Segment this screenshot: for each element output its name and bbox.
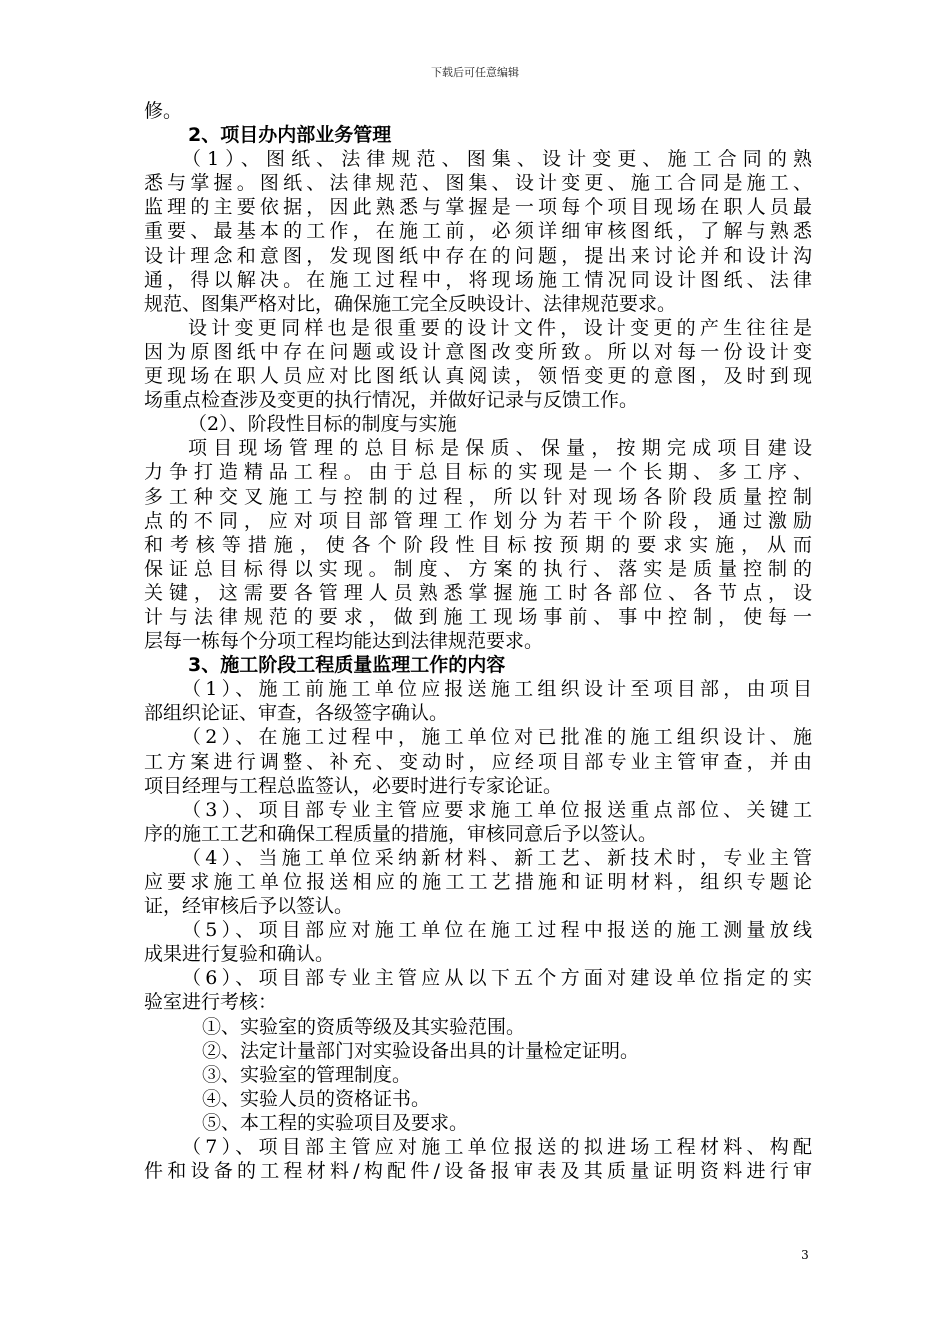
text-line: 规范、图集严格对比，确保施工完全反映设计、法律规范要求。 bbox=[144, 292, 677, 315]
text-line: （1）、图纸、法律规范、图集、设计变更、施工合同的熟 bbox=[182, 148, 812, 171]
text-line: 项目经理与工程总监签认，必要时进行专家论证。 bbox=[144, 774, 563, 797]
text-line: 点的不同，应对项目部管理工作划分为若干个阶段，通过激励 bbox=[144, 509, 812, 532]
text-line: （6）、项目部专业主管应从以下五个方面对建设单位指定的实 bbox=[182, 967, 812, 990]
text-line: 和考核等措施，使各个阶段性目标按预期的要求实施，从而 bbox=[144, 533, 812, 556]
text-line: 设计理念和意图，发现图纸中存在的问题，提出来讨论并和设计沟 bbox=[144, 244, 812, 267]
text-line: 多工种交叉施工与控制的过程，所以针对现场各阶段质量控制 bbox=[144, 485, 812, 508]
text-line: （3）、项目部专业主管应要求施工单位报送重点部位、关键工 bbox=[182, 798, 812, 821]
text-line: （2）、在施工过程中，施工单位对已批准的施工组织设计、施 bbox=[182, 726, 812, 749]
section-heading: 3、施工阶段工程质量监理工作的内容 bbox=[188, 654, 506, 677]
text-line: 悉与掌握。图纸、法律规范、图集、设计变更、施工合同是施工、 bbox=[144, 172, 812, 195]
text-line: 保证总目标得以实现。制度、方案的执行、落实是质量控制的 bbox=[144, 557, 812, 580]
text-line: （4）、当施工单位采纳新材料、新工艺、新技术时，专业主管 bbox=[182, 846, 812, 869]
text-line: 部组织论证、审查，各级签字确认。 bbox=[144, 702, 449, 725]
text-line: （2）、阶段性目标的制度与实施 bbox=[188, 413, 457, 436]
text-line: 项目现场管理的总目标是保质、保量，按期完成项目建设 bbox=[188, 437, 812, 460]
text-line: 证，经审核后予以签认。 bbox=[144, 895, 354, 918]
page-number: 3 bbox=[801, 1248, 809, 1262]
text-line: ④、实验人员的资格证书。 bbox=[202, 1087, 431, 1110]
text-line: 工方案进行调整、补充、变动时，应经项目部专业主管审查，并由 bbox=[144, 750, 812, 773]
text-line: ③、实验室的管理制度。 bbox=[202, 1063, 412, 1086]
text-line: ①、实验室的资质等级及其实验范围。 bbox=[202, 1015, 526, 1038]
text-line: 重要、最基本的工作，在施工前，必须详细审核图纸，了解与熟悉 bbox=[144, 220, 812, 243]
text-line: 设计变更同样也是很重要的设计文件，设计变更的产生往往是 bbox=[188, 316, 812, 339]
text-line: ⑤、本工程的实验项目及要求。 bbox=[202, 1111, 469, 1134]
section-heading: 2、项目办内部业务管理 bbox=[188, 124, 392, 147]
text-line: 关键，这需要各管理人员熟悉掌握施工时各部位、各节点，设 bbox=[144, 581, 812, 604]
text-line: 力争打造精品工程。由于总目标的实现是一个长期、多工序、 bbox=[144, 461, 812, 484]
text-line: （1）、施工前施工单位应报送施工组织设计至项目部，由项目 bbox=[182, 678, 812, 701]
text-line: 因为原图纸中存在问题或设计意图改变所致。所以对每一份设计变 bbox=[144, 340, 812, 363]
document-body bbox=[144, 99, 812, 1183]
text-line: 应要求施工单位报送相应的施工工艺措施和证明材料，组织专题论 bbox=[144, 871, 812, 893]
text-line: ②、法定计量部门对实验设备出具的计量检定证明。 bbox=[202, 1039, 640, 1062]
text-line: 修。 bbox=[144, 100, 183, 122]
text-line: 层每一栋每个分项工程均能达到法律规范要求。 bbox=[144, 630, 544, 653]
text-line: 件和设备的工程材料/构配件/设备报审表及其质量证明资料进行审 bbox=[144, 1160, 812, 1183]
text-line: 更现场在职人员应对比图纸认真阅读，领悟变更的意图，及时到现 bbox=[144, 365, 812, 388]
text-line: 监理的主要依据，因此熟悉与掌握是一项每个项目现场在职人员最 bbox=[144, 196, 812, 219]
text-line: 序的施工工艺和确保工程质量的措施，审核同意后予以签认。 bbox=[144, 822, 658, 845]
page-header: 下载后可任意编辑 bbox=[431, 66, 519, 79]
text-line: （5）、项目部应对施工单位在施工过程中报送的施工测量放线 bbox=[182, 919, 812, 942]
text-line: （7）、项目部主管应对施工单位报送的拟进场工程材料、构配 bbox=[182, 1136, 812, 1159]
text-line: 场重点检查涉及变更的执行情况，并做好记录与反馈工作。 bbox=[144, 389, 639, 412]
text-line: 成果进行复验和确认。 bbox=[144, 943, 335, 966]
text-line: 通，得以解决。在施工过程中，将现场施工情况同设计图纸、法律 bbox=[144, 268, 812, 291]
text-line: 验室进行考核： bbox=[144, 991, 278, 1014]
text-line: 计与法律规范的要求，做到施工现场事前、事中控制，使每一 bbox=[144, 605, 812, 628]
